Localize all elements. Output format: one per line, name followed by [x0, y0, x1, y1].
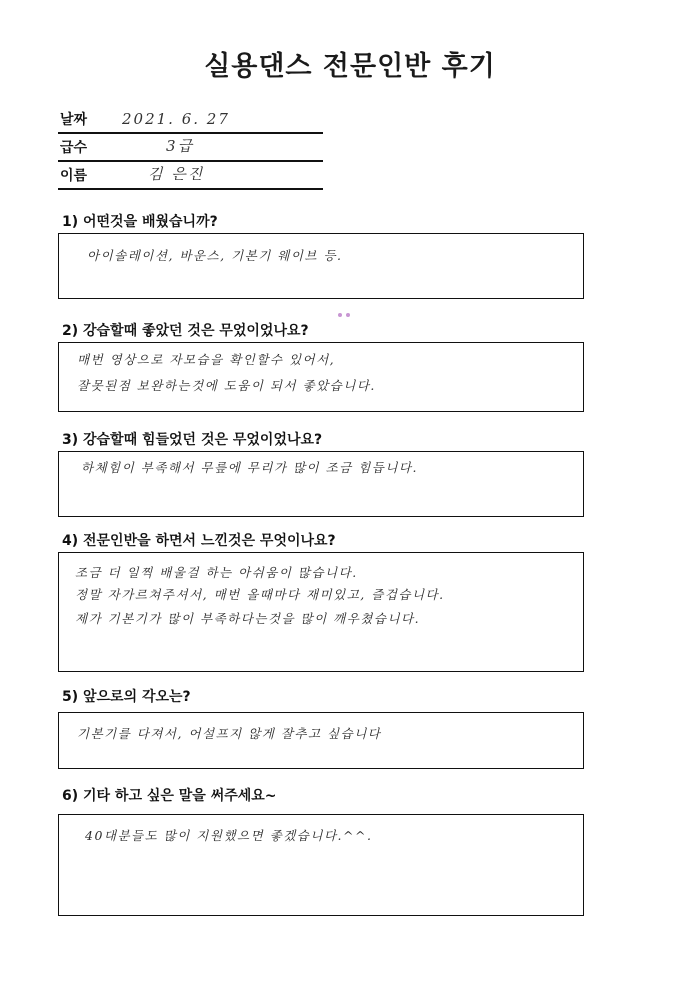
question-6-label: 6) 기타 하고 싶은 말을 써주세요~ — [62, 788, 277, 804]
answer-box-3 — [58, 451, 584, 517]
name-value: 김 은진 — [148, 165, 205, 183]
answer-4-line-2: 정말 자가르쳐주셔서, 매번 올때마다 재미있고, 즐겁습니다. — [75, 587, 445, 602]
answer-box-2 — [58, 342, 584, 412]
grade-row — [58, 132, 323, 162]
question-1-label: 1) 어떤것을 배웠습니까? — [62, 214, 218, 230]
question-4-label: 4) 전문인반을 하면서 느낀것은 무엇이나요? — [62, 533, 336, 549]
page-title: 실용댄스 전문인반 후기 — [204, 51, 496, 82]
answer-6-line-1: 40대분들도 많이 지원했으면 좋겠습니다.^^. — [85, 828, 373, 843]
answer-box-5 — [58, 712, 584, 769]
answer-box-4 — [58, 552, 584, 672]
date-row — [58, 104, 323, 134]
answer-3-line-1: 하체힘이 부족해서 무릎에 무리가 많이 조금 힘듭니다. — [81, 460, 418, 475]
answer-box-1 — [58, 233, 584, 299]
date-label: 날짜 — [60, 112, 88, 128]
ink-smudge — [338, 313, 354, 320]
answer-4-line-3: 제가 기본기가 많이 부족하다는것을 많이 깨우쳤습니다. — [75, 611, 421, 626]
answer-box-6 — [58, 814, 584, 916]
name-row — [58, 160, 323, 190]
answer-2-line-2: 잘못된점 보완하는것에 도움이 되서 좋았습니다. — [77, 378, 376, 393]
date-value: 2021. 6. 27 — [122, 110, 230, 128]
question-5-label: 5) 앞으로의 각오는? — [62, 689, 191, 705]
answer-5-line-1: 기본기를 다져서, 어설프지 않게 잘추고 싶습니다 — [77, 726, 382, 741]
question-2-label: 2) 강습할때 좋았던 것은 무었이었나요? — [62, 323, 309, 339]
answer-1-line-1: 아이솔레이션, 바운스, 기본기 웨이브 등. — [87, 248, 343, 263]
answer-4-line-1: 조금 더 일찍 배울걸 하는 아쉬움이 많습니다. — [75, 565, 358, 580]
grade-label: 급수 — [60, 140, 88, 156]
name-label: 이름 — [60, 168, 88, 184]
answer-2-line-1: 매번 영상으로 자모습을 확인할수 있어서, — [77, 352, 336, 367]
grade-value: 3급 — [166, 137, 195, 155]
question-3-label: 3) 강습할때 힘들었던 것은 무었이었나요? — [62, 432, 323, 448]
